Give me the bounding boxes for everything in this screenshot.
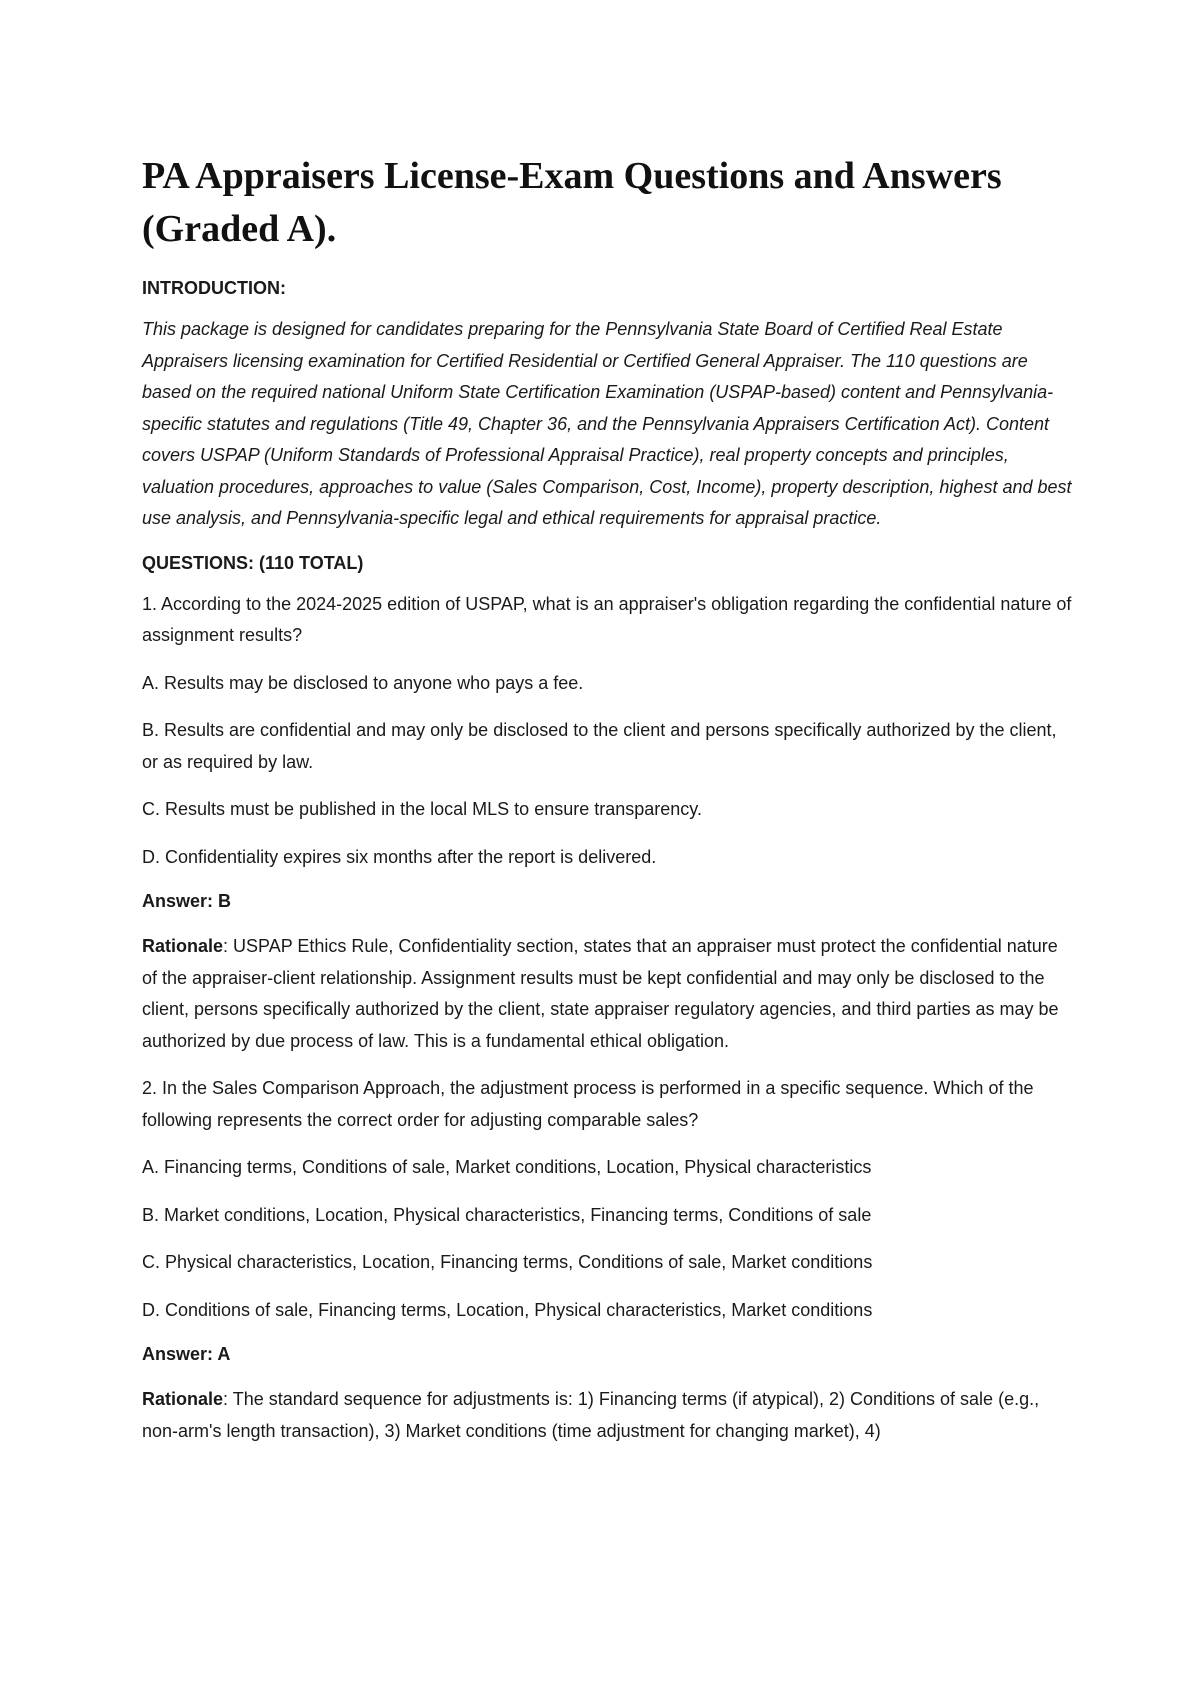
intro-heading: INTRODUCTION: — [142, 278, 286, 298]
intro-text: This package is designed for candidates preparing for the Pennsylvania State Board of Certified Real Estate Appraisers licensing examination for Certified Residential or Certified General Appraiser. The 110 questions are based on the required national Uniform State Certification Examination (USPAP-based) content and Pennsylvania-specific statutes and regulations (Title 49, Chapter 36, and the Pennsylvania Appraisers Certification Act). Content covers USPAP (Uniform Standards of Professional Appraisal Practice), real property concepts and principles, valuation procedures, approaches to value (Sales Comparison, Cost, Income), property description, highest and best use analysis, and Pennsylvania-specific legal and ethical requirements for appraisal practice. — [142, 319, 1072, 528]
answer-key: Answer: B — [142, 891, 232, 911]
answer-option-c: C. Results must be published in the local MLS to ensure transparency. — [142, 799, 702, 819]
answer-option-a: A. Financing terms, Conditions of sale, Market conditions, Location, Physical characteristics — [142, 1157, 872, 1177]
rationale — [142, 1384, 1072, 1447]
question-block-2 — [142, 1073, 1072, 1447]
rationale-label: Rationale — [142, 1389, 224, 1409]
question-text: 2. In the Sales Comparison Approach, the adjustment process is performed in a specific sequence. Which of the following represents the correct order for adjusting comparable sales? — [142, 1078, 1034, 1130]
answer-option-b: B. Results are confidential and may only be disclosed to the client and persons specifically authorized by the client, or as required by law. — [142, 720, 1057, 772]
answer-option-a: A. Results may be disclosed to anyone who pays a fee. — [142, 672, 584, 693]
question-block-1 — [142, 589, 1072, 1058]
rationale-text: : The standard sequence for adjustments is: 1) Financing terms (if atypical), 2) Conditions of sale (e.g., non-arm's length transaction), 3) Market conditions (time adjustment for changing market), 4) — [142, 1389, 1040, 1441]
answer-option-d: D. Conditions of sale, Financing terms, Location, Physical characteristics, Market conditions — [142, 1299, 873, 1320]
answer-key: Answer: A — [142, 1344, 231, 1364]
rationale-text: : USPAP Ethics Rule, Confidentiality section, states that an appraiser must protect the confidential nature of the appraiser-client relationship. Assignment results must be kept confidential and may only be disclosed to the client, persons specifically authorized by the client, state appraiser regulatory agencies, and third parties as may be authorized by due process of law. This is a fundamental ethical obligation. — [142, 936, 1059, 1051]
rationale — [142, 931, 1072, 1057]
document-page — [142, 150, 1072, 1463]
answer-option-c: C. Physical characteristics, Location, Financing terms, Conditions of sale, Market conditions — [142, 1252, 873, 1272]
document-title: PA Appraisers License-Exam Questions and Answers (Graded A). — [142, 155, 1002, 250]
questions-heading: QUESTIONS: (110 TOTAL) — [142, 552, 364, 573]
rationale-label: Rationale — [142, 936, 224, 956]
question-text: 1. According to the 2024-2025 edition of USPAP, what is an appraiser's obligation regarding the confidential nature of assignment results? — [142, 593, 1072, 645]
answer-option-b: B. Market conditions, Location, Physical characteristics, Financing terms, Conditions of sale — [142, 1204, 872, 1225]
answer-option-d: D. Confidentiality expires six months after the report is delivered. — [142, 846, 657, 867]
